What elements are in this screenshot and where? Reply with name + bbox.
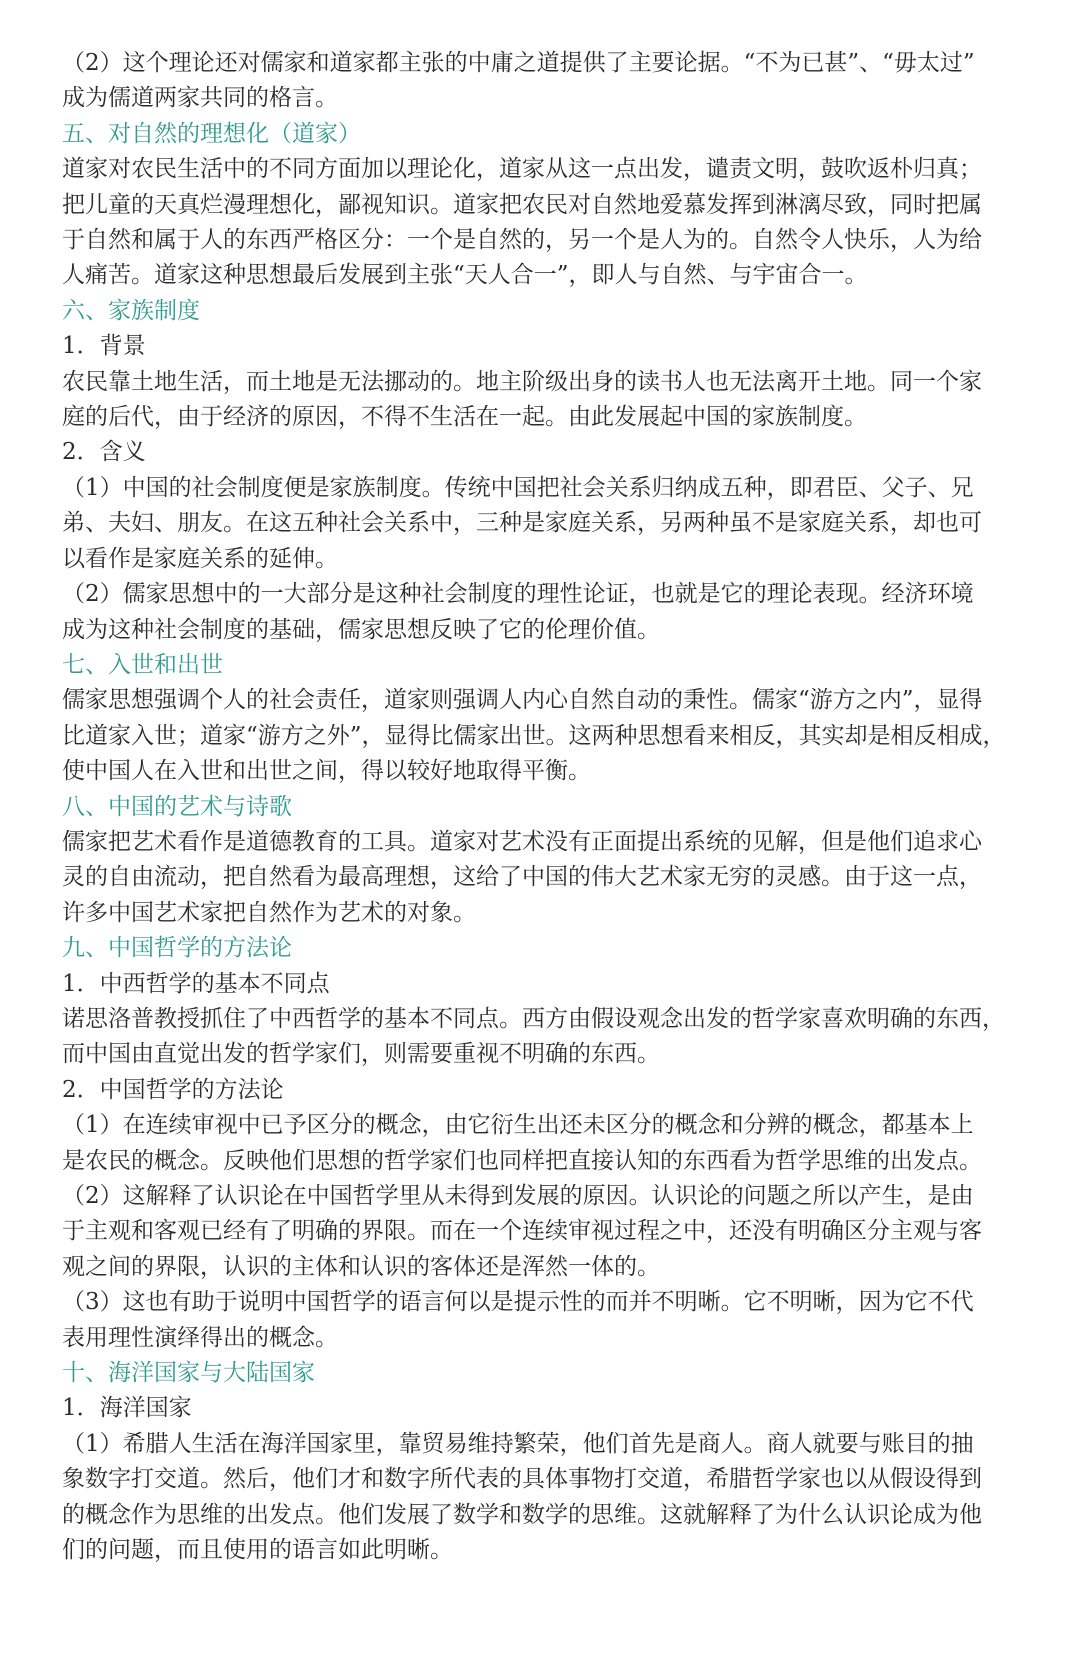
paragraph-line: 成为这种社会制度的基础，儒家思想反映了它的伦理价值。 <box>62 616 660 643</box>
paragraph-line: 诺思洛普教授抓住了中西哲学的基本不同点。西方由假设观念出发的哲学家喜欢明确的东西， <box>62 1005 1005 1032</box>
subsection-heading: 2．含义 <box>62 439 146 466</box>
subsection-heading: 1．中西哲学的基本不同点 <box>62 970 330 997</box>
section-heading: 十、海洋国家与大陆国家 <box>62 1360 315 1387</box>
section-heading: 六、家族制度 <box>62 297 200 324</box>
paragraph-line: 观之间的界限，认识的主体和认识的客体还是浑然一体的。 <box>62 1253 660 1280</box>
paragraph-line: （1）希腊人生活在海洋国家里，靠贸易维持繁荣，他们首先是商人。商人就要与账目的抽 <box>62 1430 974 1457</box>
section-heading: 七、入世和出世 <box>62 651 223 678</box>
paragraph-line: （3）这也有助于说明中国哲学的语言何以是提示性的而并不明晰。它不明晰，因为它不代 <box>62 1289 974 1316</box>
subsection-heading: 2．中国哲学的方法论 <box>62 1076 284 1103</box>
paragraph-line: 农民靠土地生活，而土地是无法挪动的。地主阶级出身的读书人也无法离开土地。同一个家 <box>62 368 982 395</box>
section-heading: 五、对自然的理想化（道家） <box>62 120 361 147</box>
paragraph-line: 弟、夫妇、朋友。在这五种社会关系中，三种是家庭关系，另两种虽不是家庭关系，却也可 <box>62 510 982 537</box>
paragraph-line: 而中国由直觉出发的哲学家们，则需要重视不明确的东西。 <box>62 1041 660 1068</box>
paragraph-line: 把儿童的天真烂漫理想化，鄙视知识。道家把农民对自然地爱慕发挥到淋漓尽致，同时把属 <box>62 191 982 218</box>
paragraph-line: 儒家把艺术看作是道德教育的工具。道家对艺术没有正面提出系统的见解，但是他们追求心 <box>62 828 982 855</box>
paragraph-line: 灵的自由流动，把自然看为最高理想，这给了中国的伟大艺术家无穷的灵感。由于这一点， <box>62 864 982 891</box>
paragraph-line: 道家对农民生活中的不同方面加以理论化，道家从这一点出发，谴责文明，鼓吹返朴归真； <box>62 156 982 183</box>
section-heading: 九、中国哲学的方法论 <box>62 935 292 962</box>
paragraph-line: 庭的后代，由于经济的原因，不得不生活在一起。由此发展起中国的家族制度。 <box>62 404 867 431</box>
paragraph-line: （2）这个理论还对儒家和道家都主张的中庸之道提供了主要论据。“不为已甚”、“毋太过” <box>62 50 975 76</box>
paragraph-line: 是农民的概念。反映他们思想的哲学家们也同样把直接认知的东西看为哲学思维的出发点。 <box>62 1147 982 1174</box>
paragraph-line: 使中国人在入世和出世之间，得以较好地取得平衡。 <box>62 758 591 785</box>
section-heading: 八、中国的艺术与诗歌 <box>62 793 292 820</box>
paragraph-line: 人痛苦。道家这种思想最后发展到主张“天人合一”，即人与自然、与宇宙合一。 <box>62 262 868 289</box>
paragraph-line: （1）在连续审视中已予区分的概念，由它衍生出还未区分的概念和分辨的概念，都基本上 <box>62 1112 974 1139</box>
paragraph-line: 成为儒道两家共同的格言。 <box>62 85 338 112</box>
paragraph-line: 象数字打交道。然后，他们才和数字所代表的具体事物打交道，希腊哲学家也以从假设得到 <box>62 1466 982 1493</box>
paragraph-line: 于主观和客观已经有了明确的界限。而在一个连续审视过程之中，还没有明确区分主观与客 <box>62 1218 982 1245</box>
paragraph-line: 以看作是家庭关系的延伸。 <box>62 545 338 572</box>
paragraph-line: 的概念作为思维的出发点。他们发展了数学和数学的思维。这就解释了为什么认识论成为他 <box>62 1501 982 1528</box>
paragraph-line: 比道家入世；道家“游方之外”，显得比儒家出世。这两种思想看来相反，其实却是相反相成， <box>62 722 1006 749</box>
paragraph-line: 儒家思想强调个人的社会责任，道家则强调人内心自然自动的秉性。儒家“游方之内”，显得 <box>62 687 983 714</box>
paragraph-line: 们的问题，而且使用的语言如此明晰。 <box>62 1537 453 1564</box>
paragraph-line: （1）中国的社会制度便是家族制度。传统中国把社会关系归纳成五种，即君臣、父子、兄 <box>62 474 974 501</box>
paragraph-line: 表用理性演绎得出的概念。 <box>62 1324 338 1351</box>
paragraph-line: （2）这解释了认识论在中国哲学里从未得到发展的原因。认识论的问题之所以产生，是由 <box>62 1183 974 1209</box>
subsection-heading: 1．背景 <box>62 333 146 360</box>
paragraph-line: 许多中国艺术家把自然作为艺术的对象。 <box>62 899 476 926</box>
paragraph-line: 于自然和属于人的东西严格区分：一个是自然的，另一个是人为的。自然令人快乐，人为给 <box>62 227 982 254</box>
paragraph-line: （2）儒家思想中的一大部分是这种社会制度的理性论证，也就是它的理论表现。经济环境 <box>62 581 974 608</box>
subsection-heading: 1．海洋国家 <box>62 1395 192 1422</box>
